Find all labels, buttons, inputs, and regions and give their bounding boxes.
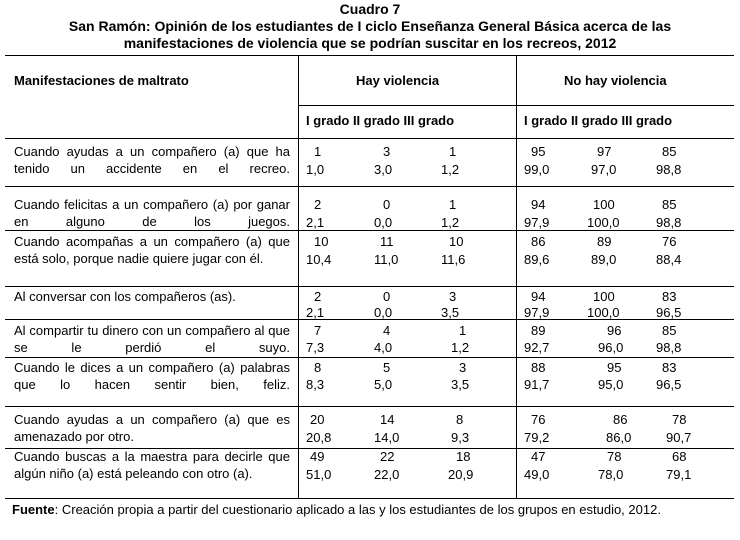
cell: 20,8 — [306, 430, 332, 445]
cell: 1 — [314, 144, 322, 159]
cell: 83 — [662, 289, 677, 304]
source-text: : Creación propia a partir del cuestionario aplicado a las y los estudiantes de los grupos en estudio, 2012. — [54, 502, 661, 517]
cell: 22,0 — [374, 467, 400, 482]
cell: 11,6 — [441, 252, 466, 267]
cell: 95,0 — [598, 377, 624, 392]
cell: 97 — [597, 144, 612, 159]
cell: 97,0 — [591, 162, 617, 177]
cell: 97,9 — [524, 215, 550, 230]
cell: 20 — [310, 412, 325, 427]
cell: 2,1 — [306, 215, 325, 230]
cell: 0,0 — [374, 305, 393, 320]
cell: 3 — [459, 360, 467, 375]
cell: 95 — [607, 360, 622, 375]
cell: 8,3 — [306, 377, 325, 392]
cell: 96,5 — [656, 305, 682, 320]
cell: 2 — [314, 289, 322, 304]
rule-top — [5, 55, 734, 56]
cell: 1,0 — [306, 162, 325, 177]
header-no-hay-violencia: No hay violencia — [564, 73, 667, 88]
rule-bottom — [5, 498, 734, 499]
col-divider-2 — [516, 55, 517, 498]
cell: 94 — [531, 289, 546, 304]
rule-row-5 — [5, 357, 734, 358]
cell: 85 — [662, 323, 677, 338]
cell: 10,4 — [306, 252, 332, 267]
cell: 79,1 — [666, 467, 692, 482]
rule-row-1 — [5, 186, 734, 187]
source-label: Fuente — [12, 502, 55, 517]
cell: 1 — [449, 197, 457, 212]
cell: 14 — [380, 412, 395, 427]
header-hay-violencia: Hay violencia — [356, 73, 440, 88]
cell: 89,6 — [524, 252, 550, 267]
cell: 4 — [383, 323, 391, 338]
row-label: Cuando ayudas a un compañero (a) que ha tenido un accidente en el recreo. — [14, 144, 290, 176]
row-label: Cuando felicitas a un compañero (a) por ganar en alguno de los juegos. — [14, 197, 290, 229]
cell: 68 — [672, 449, 687, 464]
cell: 5 — [383, 360, 391, 375]
cell: 85 — [662, 197, 677, 212]
rule-row-4 — [5, 319, 734, 320]
cell: 14,0 — [374, 430, 400, 445]
col-divider-1 — [298, 55, 299, 498]
cell: 89,0 — [591, 252, 617, 267]
cell: 3 — [383, 144, 391, 159]
cell: 90,7 — [666, 430, 692, 445]
rule-row-6 — [5, 406, 734, 407]
table-title-line-1: San Ramón: Opinión de los estudiantes de I ciclo Enseñanza General Básica acerca de las — [68, 18, 672, 34]
cell: 9,3 — [451, 430, 470, 445]
cell: 96,5 — [656, 377, 682, 392]
cell: 10 — [449, 234, 464, 249]
cell: 83 — [662, 360, 677, 375]
row-label: Cuando buscas a la maestra para decirle que algún niño (a) está peleando con otro (a). — [14, 449, 290, 481]
cell: 0 — [383, 197, 391, 212]
cell: 86 — [531, 234, 546, 249]
cell: 96 — [607, 323, 622, 338]
cell: 96,0 — [598, 340, 624, 355]
cell: 10 — [314, 234, 329, 249]
cell: 18 — [456, 449, 471, 464]
source-note — [12, 501, 724, 519]
cell: 3,5 — [441, 305, 460, 320]
row-label: Al compartir tu dinero con un compañero al que se le perdió el suyo. — [14, 323, 290, 355]
rule-row-2 — [5, 230, 734, 231]
cell: 7,3 — [306, 340, 325, 355]
cell: 98,8 — [656, 215, 682, 230]
cell: 47 — [531, 449, 546, 464]
row-label: Al conversar con los compañeros (as). — [14, 289, 236, 304]
rule-row-3 — [5, 286, 734, 287]
cell: 49,0 — [524, 467, 550, 482]
cell: 7 — [314, 323, 322, 338]
table-number: Cuadro 7 — [339, 1, 401, 17]
header-grades-no-hay: I grado II grado III grado — [524, 113, 673, 128]
rule-header-bottom — [5, 138, 734, 139]
cell: 8 — [314, 360, 322, 375]
cell: 88,4 — [656, 252, 682, 267]
cell: 78,0 — [598, 467, 624, 482]
row-label: Cuando acompañas a un compañero (a) que está solo, porque nadie quiere jugar con él. — [14, 234, 290, 266]
cell: 78 — [672, 412, 687, 427]
cell: 0,0 — [374, 215, 393, 230]
cell: 1,2 — [441, 162, 460, 177]
cell: 11,0 — [374, 252, 399, 267]
cell: 20,9 — [448, 467, 474, 482]
cell: 4,0 — [374, 340, 393, 355]
cell: 98,8 — [656, 340, 682, 355]
cell: 94 — [531, 197, 546, 212]
cell: 1 — [449, 144, 457, 159]
cell: 97,9 — [524, 305, 550, 320]
cell: 100,0 — [587, 215, 620, 230]
cell: 3,5 — [451, 377, 470, 392]
cell: 91,7 — [524, 377, 550, 392]
cell: 76 — [662, 234, 677, 249]
cell: 100 — [593, 197, 615, 212]
row-label: Cuando ayudas a un compañero (a) que es amenazado por otro. — [14, 412, 290, 444]
cell: 89 — [531, 323, 546, 338]
cell: 1 — [459, 323, 467, 338]
cell: 0 — [383, 289, 391, 304]
cell: 11 — [380, 234, 394, 249]
cell: 49 — [310, 449, 325, 464]
cell: 1,2 — [451, 340, 470, 355]
table-title-line-2: manifestaciones de violencia que se podrían suscitar en los recreos, 2012 — [123, 35, 617, 51]
cell: 86 — [613, 412, 628, 427]
cell: 3,0 — [374, 162, 393, 177]
header-manifestaciones: Manifestaciones de maltrato — [14, 73, 189, 88]
cell: 79,2 — [524, 430, 550, 445]
header-grades-hay: I grado II grado III grado — [306, 113, 455, 128]
cell: 76 — [531, 412, 546, 427]
cell: 1,2 — [441, 215, 460, 230]
cell: 89 — [597, 234, 612, 249]
cell: 51,0 — [306, 467, 332, 482]
cell: 22 — [380, 449, 395, 464]
cell: 78 — [607, 449, 622, 464]
cell: 5,0 — [374, 377, 393, 392]
cell: 92,7 — [524, 340, 550, 355]
cell: 2,1 — [306, 305, 325, 320]
row-label: Cuando le dices a un compañero (a) palabras que lo hacen sentir bien, feliz. — [14, 360, 290, 392]
cell: 99,0 — [524, 162, 550, 177]
cell: 85 — [662, 144, 677, 159]
cell: 100,0 — [587, 305, 620, 320]
cell: 100 — [593, 289, 615, 304]
cell: 8 — [456, 412, 464, 427]
cell: 88 — [531, 360, 546, 375]
cell: 98,8 — [656, 162, 682, 177]
cell: 95 — [531, 144, 546, 159]
cell: 3 — [449, 289, 457, 304]
cell: 86,0 — [606, 430, 632, 445]
cell: 2 — [314, 197, 322, 212]
